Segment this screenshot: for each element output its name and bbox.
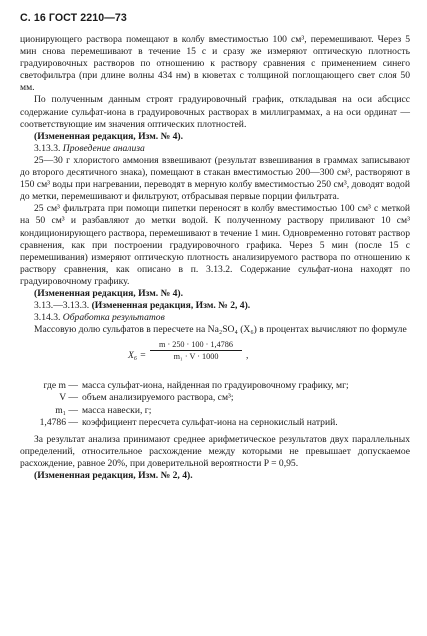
section-heading-analysis — [20, 143, 410, 155]
variable-legend — [20, 380, 410, 428]
paragraph-filtrate: 25 см³ фильтрата при помощи пипетки переносят в колбу вместимостью 100 см³ с меткой на 50 см³ и разбавляют до метки водой. К полученному раствору приливают 10 см³ кондиционирующего раствора, перемешивают в течение 1 мин. Одновременно готовят раствор сравнения, как при построении градуировочного графика. Через 5 мин (после 15 с перемешивания) измеряют оптическую плотность анализируемого раствора по отношению к раствору сравнения, как описано в п. 3.13.2. Содержание сульфат-иона находят по градуировочному графику. — [20, 203, 410, 287]
revision-range-note — [20, 300, 410, 312]
legend-text: коэффициент пересчета сульфат-иона на сернокислый натрий. — [82, 416, 338, 428]
revision-label: (Измененная редакция, Изм. № 2, 4). — [91, 300, 251, 312]
legend-text: объем анализируемого раствора, см³; — [82, 392, 234, 404]
section-title: Обработка результатов — [62, 312, 165, 324]
legend-text: масса навески, г; — [82, 404, 152, 416]
revision-range: 3.13.—3.13.3. — [34, 300, 90, 312]
formula-fraction — [150, 340, 242, 361]
section-number: 3.13.3. — [34, 142, 61, 154]
formula-lhs: X₆ = — [128, 350, 147, 362]
paragraph-mass-fraction: Массовую долю сульфатов в пересчете на Na₂SO₄ (X₆) в процентах вычисляют по формуле — [34, 324, 407, 336]
legend-row — [20, 405, 410, 417]
document-page — [20, 12, 410, 482]
legend-row — [20, 380, 410, 392]
paragraph-weighing: 25—30 г хлористого аммония взвешивают (результат взвешивания в граммах записывают до второго десятичного знака), помещают в стакан вместимостью 200—300 см³, растворяют в 150 см³ воды при нагревании, переводят в мерную колбу вместимостью 250 см³, доводят водой до метки, перемешивают и фильтруют, отбрасывая первые порции фильтрата. — [20, 154, 410, 203]
formula-denominator: m₁ · V · 1000 — [173, 352, 219, 362]
formula-numerator: m · 250 · 100 · 1,4786 — [150, 340, 242, 351]
paragraph-graph: По полученным данным строят градуировочный график, откладывая на оси абсцисс содержание сульфат-иона в градуировочных растворах в миллиграммах, а на оси ординат — соответствующие им значения оптических плотностей. — [20, 94, 410, 130]
revision-note: (Измененная редакция, Изм. № 4). — [34, 130, 184, 142]
section-heading-results — [20, 312, 410, 324]
legend-symbol: 1,4786 — — [39, 416, 78, 428]
legend-row — [20, 417, 410, 429]
formula — [20, 340, 410, 374]
legend-symbol: где m — — [43, 380, 78, 392]
section-title: Проведение анализа — [62, 142, 145, 154]
legend-row — [20, 392, 410, 404]
legend-text: масса сульфат-иона, найденная по градуировочному графику, мг; — [82, 380, 349, 392]
paragraph-result: За результат анализа принимают среднее арифметическое результатов двух параллельных определений, относительное расхождение между которыми не превышает допускаемое расхождение, равное 20%, при доверительной вероятности P = 0,95. — [20, 433, 410, 469]
formula-comma: , — [246, 350, 249, 362]
revision-note: (Измененная редакция, Изм. № 2, 4). — [34, 470, 193, 481]
section-number: 3.14.3. — [34, 312, 61, 324]
revision-note: (Измененная редакция, Изм. № 4). — [34, 287, 184, 299]
page-header: С. 16 ГОСТ 2210—73 — [20, 12, 127, 24]
paragraph-continuation: ционирующего раствора помещают в колбу вместимостью 100 см³, перемешивают. Через 5 мин снова перемешивают в течение 15 с и сразу же измеряют оптическую плотность градуировочных растворов по отношению к раствору сравнения с применением синего светофильтра (при длине волны 434 нм) в кюветах с толщиной поглощающего свет слоя 50 мм. — [20, 34, 410, 94]
legend-symbol: V — — [59, 392, 78, 404]
legend-symbol: m₁ — — [55, 404, 78, 416]
